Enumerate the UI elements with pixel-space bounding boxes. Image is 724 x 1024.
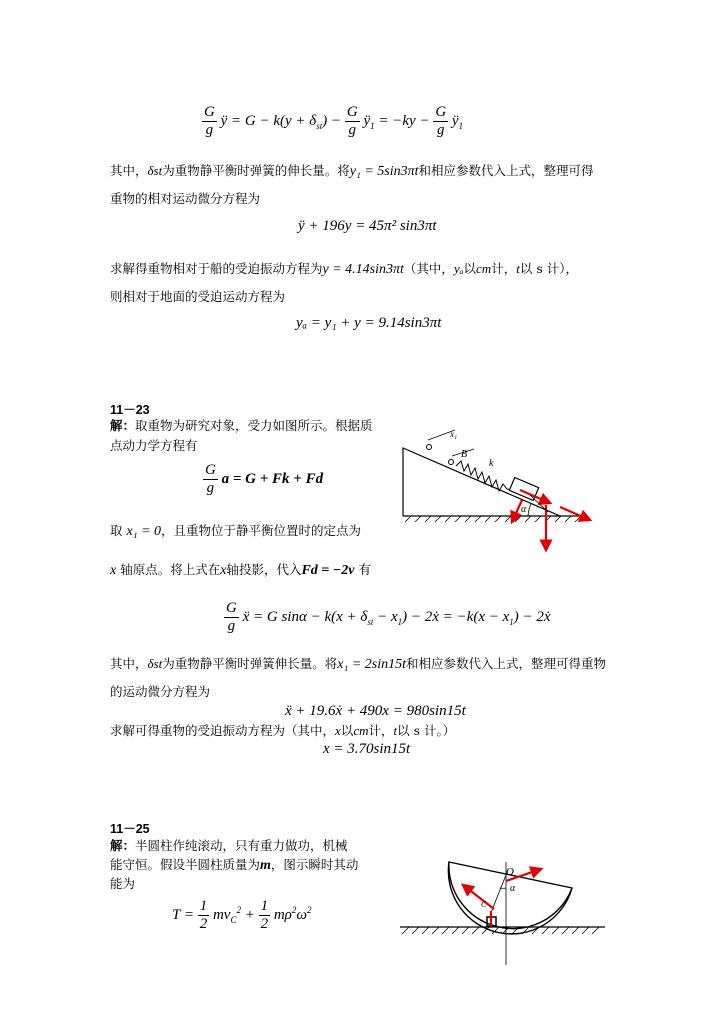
paragraph-b2: 点动力学方程有 [110,438,198,453]
equation-absolute-motion: yₐ = y₁ + y = 9.14sin3πt [296,315,442,331]
equation-projection: $\frac{G}{g}$ ẍ = G $\sin\alpha - k(x + \delta_{st} - x_1)$ − 2ẋ = $-k(x - x_1)$ − 2ẋ [226,600,551,634]
paragraph-a1: 其中，δst为重物静平衡时弹簧的伸长量。将y₁ = 5sin3πt和相应参数代入上式，整理可得 [110,163,594,179]
paragraph-c2: 能守恒。假设半圆柱质量为m，图示瞬时其动 [110,857,359,873]
label-x1: x₁ [450,429,458,439]
paragraph-a2: 重物的相对运动微分方程为 [110,191,261,206]
paragraph-a3: 求解得重物相对于船的受迫振动方程为y = 4.14sin3πt（其中，yₐ以cm计，t以 s 计）， [110,261,578,277]
label-o: O [506,866,514,878]
paragraph-a4: 则相对于地面的受迫运动方程为 [110,289,286,304]
equation-relative-motion: $\frac{G}{g}$ ÿ = $G - k(y + \delta_{st})$ − $\frac{G}{g}$ $ÿ_1 = -ky$ − $\frac{G}{g}$ $ÿ_1$ [204,104,464,138]
equation-relative-diff: ÿ + 196y = 45π² sin3πt [298,218,437,234]
label-c: C [481,900,487,909]
label-alpha-c: α [510,883,516,894]
label-k: k [489,458,494,469]
label-b: B [461,449,468,460]
label-alpha: α [521,504,527,515]
paragraph-b5: 其中，δst为重物静平衡时弹簧伸长量。将x₁ = 2sin15t和相应参数代入上式，整理可得重物 [110,656,607,672]
paragraph-b1: 解：取重物为研究对象，受力如图所示。根据质 [110,418,373,433]
gravity-arrow-red [463,885,494,909]
equation-kinetic-energy: T = $\frac{1}{2}$ $mv_C^2$ + $\frac{1}{2}$ $m\rho^2\omega^2$ [172,898,312,932]
equation-newton: $\frac{G}{g}$ a = G + Fk + Fd [205,462,324,496]
paragraph-b4: x 轴原点。将上式在x轴投影，代入Fd = −2v 有 [110,562,371,578]
paragraph-b7: 求解可得重物的受迫振动方程为（其中，x以cm计，t以 s 计。） [110,723,456,738]
problem-heading-11-23: 11－23 [110,403,150,417]
equation-motion-diff: ẍ + 19.6ẋ + 490x = 980sin15t [285,703,466,719]
paragraph-b6: 的运动微分方程为 [110,684,211,699]
paragraph-b3: 取 x₁ = 0，且重物位于静平衡位置时的定点为 [110,523,362,539]
paragraph-c1: 解：半圆柱作纯滚动，只有重力做功，机械 [110,838,348,853]
problem-heading-11-25: 11－25 [110,822,150,836]
equation-forced-vibration: x = 3.70sin15t [323,741,411,757]
paragraph-c3: 能为 [110,876,136,891]
